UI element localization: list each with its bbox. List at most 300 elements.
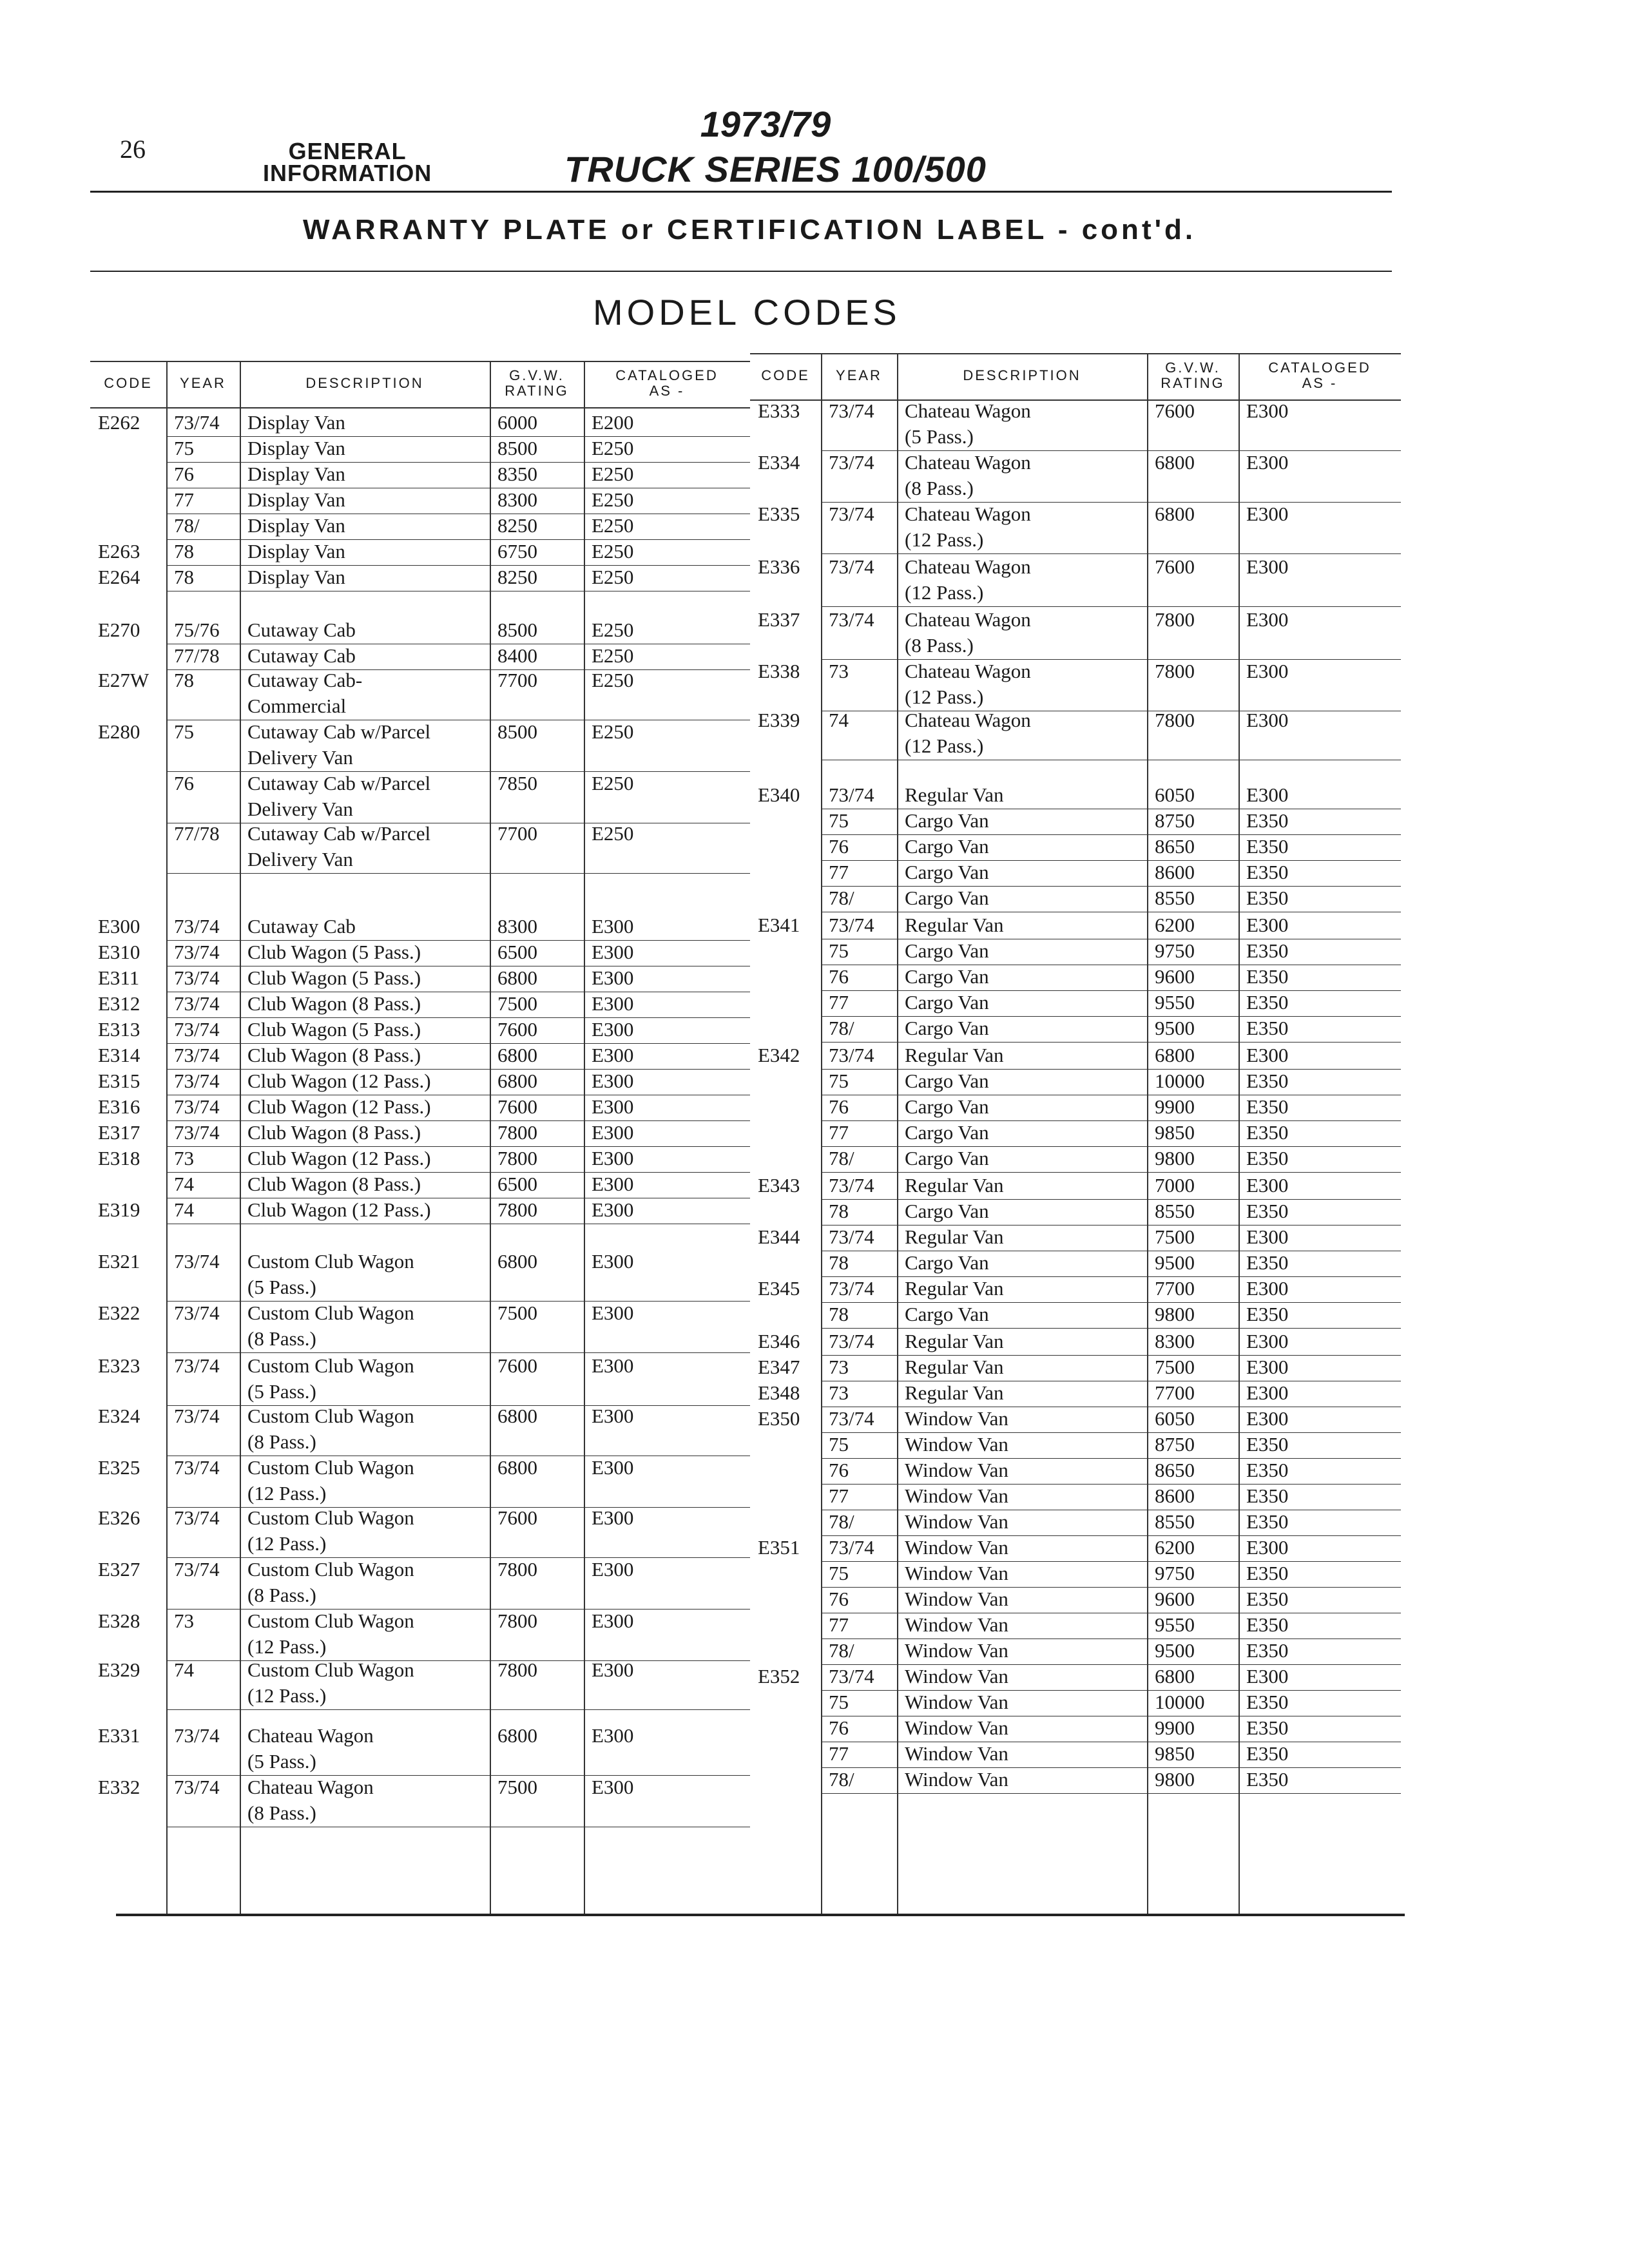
- year-cell-text: 73/74: [829, 1407, 874, 1430]
- col-header-code-text: CODE: [104, 375, 153, 391]
- gvw-cell: [1155, 1612, 1195, 1638]
- year-cell: [829, 1276, 874, 1302]
- gvw-cell: [1155, 912, 1195, 938]
- year-cell: [174, 914, 220, 939]
- year-cell-text: 75: [174, 720, 194, 743]
- description-cell-text: Window Van: [905, 1459, 1008, 1481]
- description-cell: [905, 912, 1004, 938]
- cataloged-cell-text: E300: [1246, 783, 1289, 806]
- year-cell-text: 74: [174, 1198, 194, 1221]
- col-header-code: [90, 361, 166, 406]
- cataloged-cell-text: E300: [1246, 555, 1289, 578]
- cataloged-cell: [1246, 1329, 1288, 1354]
- cataloged-cell: [1246, 1561, 1288, 1586]
- year-cell-text: 77: [829, 861, 849, 883]
- cataloged-cell: [1246, 808, 1288, 834]
- gvw-cell: [497, 1455, 537, 1481]
- year-cell-text: 73: [829, 660, 849, 682]
- description-cell: [905, 1068, 989, 1094]
- description-cell-line2: (12 Pass.): [905, 686, 984, 708]
- code-cell: [758, 1329, 800, 1354]
- year-cell: [174, 461, 194, 487]
- series-title: TRUCK SERIES 100/500: [564, 149, 987, 189]
- year-cell-text: 75: [829, 1562, 849, 1584]
- gvw-cell: [1155, 1380, 1195, 1406]
- description-cell-line2: (12 Pass.): [905, 581, 984, 604]
- code-cell-text: E328: [98, 1610, 140, 1632]
- cataloged-cell-text: E300: [592, 1198, 634, 1221]
- code-cell-text: E318: [98, 1147, 140, 1169]
- cataloged-cell-text: E250: [592, 488, 634, 511]
- cataloged-cell: [1246, 658, 1288, 684]
- gvw-cell: [1155, 1406, 1195, 1432]
- description-cell: [247, 1017, 421, 1043]
- code-cell-text: E350: [758, 1407, 800, 1430]
- description-cell-text: Cargo Van: [905, 887, 989, 909]
- description-cell: [247, 821, 430, 872]
- gvw-cell-text: 6200: [1155, 1536, 1195, 1559]
- gvw-cell: [497, 1094, 537, 1120]
- year-cell: [829, 1120, 849, 1146]
- description-cell: [247, 436, 345, 461]
- cataloged-cell: [592, 617, 633, 643]
- description-cell: [905, 1198, 989, 1224]
- year-cell: [829, 964, 849, 990]
- description-cell-text: Display Van: [247, 540, 345, 562]
- year-cell-text: 73/74: [174, 1456, 220, 1479]
- column-divider: [240, 361, 241, 1915]
- code-cell-text: E335: [758, 503, 800, 525]
- year-cell-text: 76: [174, 772, 194, 794]
- cataloged-cell: [592, 965, 633, 991]
- description-cell: [905, 450, 1031, 501]
- cataloged-cell-text: E350: [1246, 1613, 1289, 1636]
- col-header-description-text: DESCRIPTION: [963, 367, 1081, 383]
- col-header-description-text: DESCRIPTION: [305, 375, 424, 391]
- code-cell: [98, 1774, 140, 1800]
- col-header-cataloged: [1239, 353, 1401, 398]
- year-cell-text: 73/74: [174, 915, 220, 937]
- year-cell-text: 77: [829, 1121, 849, 1144]
- section-label-line2: INFORMATION: [263, 160, 432, 186]
- description-cell-line2: (12 Pass.): [247, 1684, 327, 1707]
- year-cell: [829, 1094, 849, 1120]
- col-header-cataloged: [584, 361, 750, 406]
- gvw-cell-text: 7600: [497, 1095, 537, 1118]
- year-cell-text: 73/74: [174, 1558, 220, 1581]
- description-cell-text: Cargo Van: [905, 809, 989, 832]
- cataloged-cell-text: E350: [1246, 1147, 1289, 1169]
- cataloged-cell-text: E350: [1246, 965, 1289, 988]
- cataloged-cell-text: E300: [1246, 1381, 1289, 1404]
- column-divider: [821, 353, 822, 1915]
- code-cell: [758, 450, 800, 476]
- description-cell-line2: (5 Pass.): [905, 425, 974, 448]
- gvw-cell-text: 7800: [497, 1121, 537, 1144]
- gvw-cell-text: 6200: [1155, 914, 1195, 936]
- year-cell-text: 76: [829, 965, 849, 988]
- year-cell: [174, 1557, 220, 1582]
- gvw-cell: [1155, 1741, 1195, 1767]
- description-cell-line2: (8 Pass.): [247, 1327, 316, 1350]
- year-cell-text: 78/: [829, 1147, 854, 1169]
- cataloged-cell: [592, 1455, 633, 1481]
- description-cell-text: Club Wagon (12 Pass.): [247, 1095, 431, 1118]
- cataloged-cell-text: E300: [592, 1724, 634, 1747]
- gvw-cell-text: 9800: [1155, 1147, 1195, 1169]
- description-cell-text: Window Van: [905, 1485, 1008, 1507]
- cataloged-cell: [1246, 1302, 1288, 1327]
- code-cell: [758, 1535, 800, 1561]
- year-cell-text: 73/74: [829, 555, 874, 578]
- description-cell-text: Cargo Van: [905, 965, 989, 988]
- code-cell-text: E264: [98, 566, 140, 588]
- year-cell-text: 73/74: [174, 1044, 220, 1066]
- bottom-rule: [116, 1914, 1405, 1916]
- gvw-cell-text: 9900: [1155, 1095, 1195, 1118]
- cataloged-cell-text: E300: [592, 1456, 634, 1479]
- gvw-cell-text: 6000: [497, 411, 537, 434]
- cataloged-cell-text: E300: [1246, 1536, 1289, 1559]
- code-cell-text: E315: [98, 1070, 140, 1092]
- col-header-cataloged-text: CATALOGED: [1268, 360, 1371, 376]
- col-header-gvw-text: RATING: [505, 383, 569, 399]
- code-cell-text: E325: [98, 1456, 140, 1479]
- cataloged-cell-text: E350: [1246, 1200, 1289, 1222]
- code-cell-text: E331: [98, 1724, 140, 1747]
- year-cell: [829, 1380, 849, 1406]
- gvw-cell: [497, 1403, 537, 1429]
- cataloged-cell-text: E300: [1246, 451, 1289, 474]
- code-cell-text: E27W: [98, 669, 149, 691]
- cataloged-cell-text: E300: [592, 1147, 634, 1169]
- cataloged-cell: [1246, 554, 1288, 580]
- description-cell-line2: (5 Pass.): [247, 1750, 316, 1773]
- gvw-cell: [1155, 1689, 1205, 1715]
- code-cell: [758, 1664, 800, 1689]
- description-cell: [905, 834, 989, 860]
- year-cell: [174, 643, 220, 669]
- gvw-cell: [1155, 1354, 1195, 1380]
- description-cell: [247, 1723, 374, 1774]
- cataloged-cell-text: E300: [1246, 608, 1289, 631]
- model-codes-table-left: [90, 361, 750, 1915]
- gvw-cell: [497, 1068, 537, 1094]
- description-cell: [905, 398, 1031, 450]
- description-cell: [905, 1457, 1008, 1483]
- description-cell: [247, 461, 345, 487]
- gvw-cell: [497, 668, 537, 693]
- code-cell-text: E343: [758, 1174, 800, 1196]
- gvw-cell: [1155, 1715, 1195, 1741]
- cataloged-cell: [592, 1043, 633, 1068]
- code-cell-text: E348: [758, 1381, 800, 1404]
- col-header-year: [821, 353, 897, 398]
- description-cell: [247, 1171, 421, 1197]
- code-cell: [758, 1173, 800, 1198]
- year-cell-text: 76: [829, 1459, 849, 1481]
- year-cell-text: 77/78: [174, 822, 220, 845]
- table-header-rule: [90, 407, 750, 408]
- gvw-cell: [1155, 1483, 1195, 1509]
- code-cell: [98, 1094, 140, 1120]
- cataloged-cell: [1246, 450, 1288, 476]
- description-cell-text: Custom Club Wagon: [247, 1354, 414, 1377]
- gvw-cell: [497, 1557, 537, 1582]
- description-cell-line2: (8 Pass.): [247, 1584, 316, 1606]
- cataloged-cell-text: E300: [592, 1558, 634, 1581]
- description-cell-text: Window Van: [905, 1613, 1008, 1636]
- cataloged-cell: [1246, 1198, 1288, 1224]
- year-cell-text: 78/: [174, 514, 200, 537]
- year-cell-text: 73/74: [174, 1095, 220, 1118]
- cataloged-cell: [592, 487, 633, 513]
- description-cell: [905, 1406, 1008, 1432]
- year-cell: [829, 1715, 849, 1741]
- code-cell: [758, 1354, 800, 1380]
- description-cell-text: Window Van: [905, 1562, 1008, 1584]
- description-cell: [247, 513, 345, 539]
- col-header-gvw: [1147, 353, 1239, 398]
- gvw-cell-text: 6800: [1155, 503, 1195, 525]
- year-cell-text: 75/76: [174, 619, 220, 641]
- description-cell-text: Club Wagon (8 Pass.): [247, 992, 421, 1015]
- gvw-cell: [1155, 964, 1195, 990]
- gvw-cell-text: 7800: [1155, 709, 1195, 731]
- cataloged-cell-text: E300: [1246, 1277, 1289, 1300]
- cataloged-cell: [1246, 1586, 1288, 1612]
- col-header-cataloged-text: AS -: [1302, 375, 1338, 391]
- gvw-cell: [497, 771, 537, 796]
- description-cell-line2: (8 Pass.): [247, 1802, 316, 1824]
- col-header-code: [750, 353, 821, 398]
- cataloged-cell: [592, 719, 633, 745]
- gvw-cell-text: 7700: [1155, 1381, 1195, 1404]
- code-cell: [98, 991, 140, 1017]
- year-cell: [829, 1664, 874, 1689]
- description-cell-line2: (8 Pass.): [905, 634, 974, 657]
- cataloged-cell: [1246, 1535, 1288, 1561]
- code-cell: [98, 1146, 140, 1171]
- cataloged-cell: [1246, 964, 1288, 990]
- year-cell-text: 78/: [829, 1017, 854, 1039]
- code-cell-text: E324: [98, 1405, 140, 1427]
- description-cell: [905, 1586, 1008, 1612]
- gvw-cell: [1155, 1224, 1195, 1250]
- year-cell: [174, 564, 194, 590]
- code-cell-text: E336: [758, 555, 800, 578]
- gvw-cell-text: 8550: [1155, 887, 1195, 909]
- cataloged-cell: [1246, 607, 1288, 633]
- year-cell-text: 73/74: [174, 1070, 220, 1092]
- code-cell: [98, 1657, 140, 1683]
- code-cell-text: E342: [758, 1044, 800, 1066]
- year-cell: [174, 771, 194, 796]
- gvw-cell: [497, 1146, 537, 1171]
- description-cell-text: Cargo Van: [905, 1095, 989, 1118]
- cataloged-cell: [592, 513, 633, 539]
- description-cell: [905, 938, 989, 964]
- year-cell-text: 76: [829, 835, 849, 858]
- cataloged-cell-text: E300: [1246, 914, 1289, 936]
- year-cell: [829, 912, 874, 938]
- description-cell: [247, 1300, 414, 1352]
- year-cell: [829, 885, 854, 911]
- gvw-cell-text: 9550: [1155, 991, 1195, 1014]
- year-cell-text: 73/74: [174, 1121, 220, 1144]
- cataloged-cell-text: E350: [1246, 809, 1289, 832]
- year-cell: [829, 658, 849, 684]
- cataloged-cell: [1246, 1483, 1288, 1509]
- year-cell: [829, 1068, 849, 1094]
- cataloged-cell-text: E250: [592, 822, 634, 845]
- gvw-cell-text: 6500: [497, 1173, 537, 1195]
- description-cell: [905, 1043, 1004, 1068]
- description-cell-line2: (12 Pass.): [905, 528, 984, 551]
- year-cell: [174, 410, 220, 436]
- gvw-cell-text: 8250: [497, 566, 537, 588]
- cataloged-cell-text: E300: [592, 1250, 634, 1273]
- cataloged-cell-text: E250: [592, 772, 634, 794]
- gvw-cell: [497, 1197, 537, 1223]
- code-cell: [98, 1505, 140, 1531]
- description-cell-text: Window Van: [905, 1407, 1008, 1430]
- year-cell: [174, 1403, 220, 1429]
- gvw-cell: [497, 719, 537, 745]
- description-cell-text: Cutaway Cab w/Parcel: [247, 822, 431, 845]
- year-cell-text: 73/74: [829, 503, 874, 525]
- cataloged-cell-text: E350: [1246, 861, 1289, 883]
- model-codes-table-right: [750, 353, 1401, 1915]
- cataloged-cell: [1246, 1457, 1288, 1483]
- header-rule: [90, 191, 1392, 193]
- gvw-cell-text: 7500: [497, 992, 537, 1015]
- description-cell: [247, 1557, 414, 1608]
- description-cell-text: Window Van: [905, 1768, 1008, 1791]
- year-cell-text: 74: [174, 1658, 194, 1681]
- code-cell-text: E311: [98, 966, 140, 989]
- cataloged-cell: [1246, 398, 1288, 424]
- description-cell-text: Display Van: [247, 463, 345, 485]
- code-cell: [98, 1608, 140, 1634]
- description-cell: [905, 658, 1031, 710]
- description-cell-text: Cargo Van: [905, 1070, 989, 1092]
- gvw-cell: [1155, 860, 1195, 885]
- description-cell: [905, 1509, 1008, 1535]
- cataloged-cell: [1246, 1509, 1288, 1535]
- year-cell-text: 75: [829, 1070, 849, 1092]
- gvw-cell-text: 9550: [1155, 1613, 1195, 1636]
- description-cell: [905, 990, 989, 1015]
- gvw-cell-text: 7600: [1155, 555, 1195, 578]
- description-cell-text: Window Van: [905, 1433, 1008, 1456]
- gvw-cell: [497, 487, 537, 513]
- year-cell: [829, 554, 874, 580]
- year-cell-text: 78: [829, 1251, 849, 1274]
- gvw-cell: [1155, 450, 1195, 476]
- cataloged-cell-text: E300: [592, 1354, 634, 1377]
- cataloged-cell-text: E300: [1246, 1225, 1289, 1248]
- year-cell-text: 78: [174, 540, 194, 562]
- code-cell-text: E280: [98, 720, 140, 743]
- description-cell: [247, 617, 356, 643]
- description-cell-line2: Delivery Van: [247, 798, 353, 820]
- cataloged-cell-text: E350: [1246, 1742, 1289, 1765]
- gvw-cell-text: 7700: [1155, 1277, 1195, 1300]
- year-cell-text: 73/74: [174, 992, 220, 1015]
- description-cell-text: Chateau Wagon: [247, 1724, 374, 1747]
- code-cell-text: E312: [98, 992, 140, 1015]
- cataloged-cell: [1246, 938, 1288, 964]
- gvw-cell: [1155, 501, 1195, 527]
- description-cell-text: Cargo Van: [905, 1251, 989, 1274]
- year-cell: [174, 1608, 194, 1634]
- description-cell-text: Cargo Van: [905, 1147, 989, 1169]
- code-cell-text: E352: [758, 1665, 800, 1687]
- description-cell: [905, 1767, 1008, 1792]
- gvw-cell: [1155, 1120, 1195, 1146]
- description-cell: [247, 1657, 414, 1709]
- gvw-cell-text: 6800: [497, 966, 537, 989]
- description-cell: [247, 965, 421, 991]
- description-cell: [905, 1612, 1008, 1638]
- gvw-cell-text: 6800: [497, 1456, 537, 1479]
- cataloged-cell-text: E350: [1246, 1768, 1289, 1791]
- description-cell-line2: (5 Pass.): [247, 1276, 316, 1298]
- description-cell-text: Custom Club Wagon: [247, 1405, 414, 1427]
- code-cell: [758, 1276, 800, 1302]
- cataloged-cell: [592, 1608, 633, 1634]
- description-cell-line2: Delivery Van: [247, 848, 353, 870]
- cataloged-cell-text: E300: [592, 915, 634, 937]
- description-cell: [905, 1146, 989, 1171]
- year-cell: [174, 513, 200, 539]
- gvw-cell-text: 8300: [497, 915, 537, 937]
- cataloged-cell: [1246, 1432, 1288, 1457]
- gvw-cell-text: 9600: [1155, 1588, 1195, 1610]
- year-cell: [174, 1017, 220, 1043]
- description-cell-text: Club Wagon (8 Pass.): [247, 1044, 421, 1066]
- description-cell: [905, 554, 1031, 606]
- year-cell: [829, 1561, 849, 1586]
- code-cell-text: E262: [98, 411, 140, 434]
- year-cell-text: 78/: [829, 887, 854, 909]
- year-cell: [829, 1250, 849, 1276]
- code-cell-text: E314: [98, 1044, 140, 1066]
- gvw-cell-text: 7500: [1155, 1356, 1195, 1378]
- code-cell: [758, 1224, 800, 1250]
- year-cell-text: 73/74: [174, 411, 220, 434]
- gvw-cell: [1155, 1146, 1195, 1171]
- gvw-cell-text: 6800: [1155, 1665, 1195, 1687]
- year-cell-text: 73: [829, 1381, 849, 1404]
- description-cell-text: Window Van: [905, 1665, 1008, 1687]
- column-divider: [490, 361, 491, 1915]
- year-cell-text: 78: [174, 566, 194, 588]
- cataloged-cell-text: E300: [1246, 1174, 1289, 1196]
- row-rule: [166, 1709, 750, 1710]
- year-cell: [174, 1774, 220, 1800]
- gvw-cell-text: 8400: [497, 644, 537, 667]
- gvw-cell-text: 8650: [1155, 1459, 1195, 1481]
- year-cell-text: 73/74: [174, 1250, 220, 1273]
- year-cell-text: 75: [829, 809, 849, 832]
- cataloged-cell-text: E300: [1246, 660, 1289, 682]
- code-cell: [98, 1300, 140, 1326]
- gvw-cell: [497, 1249, 537, 1274]
- year-cell-text: 73/74: [829, 1277, 874, 1300]
- gvw-cell: [1155, 1561, 1195, 1586]
